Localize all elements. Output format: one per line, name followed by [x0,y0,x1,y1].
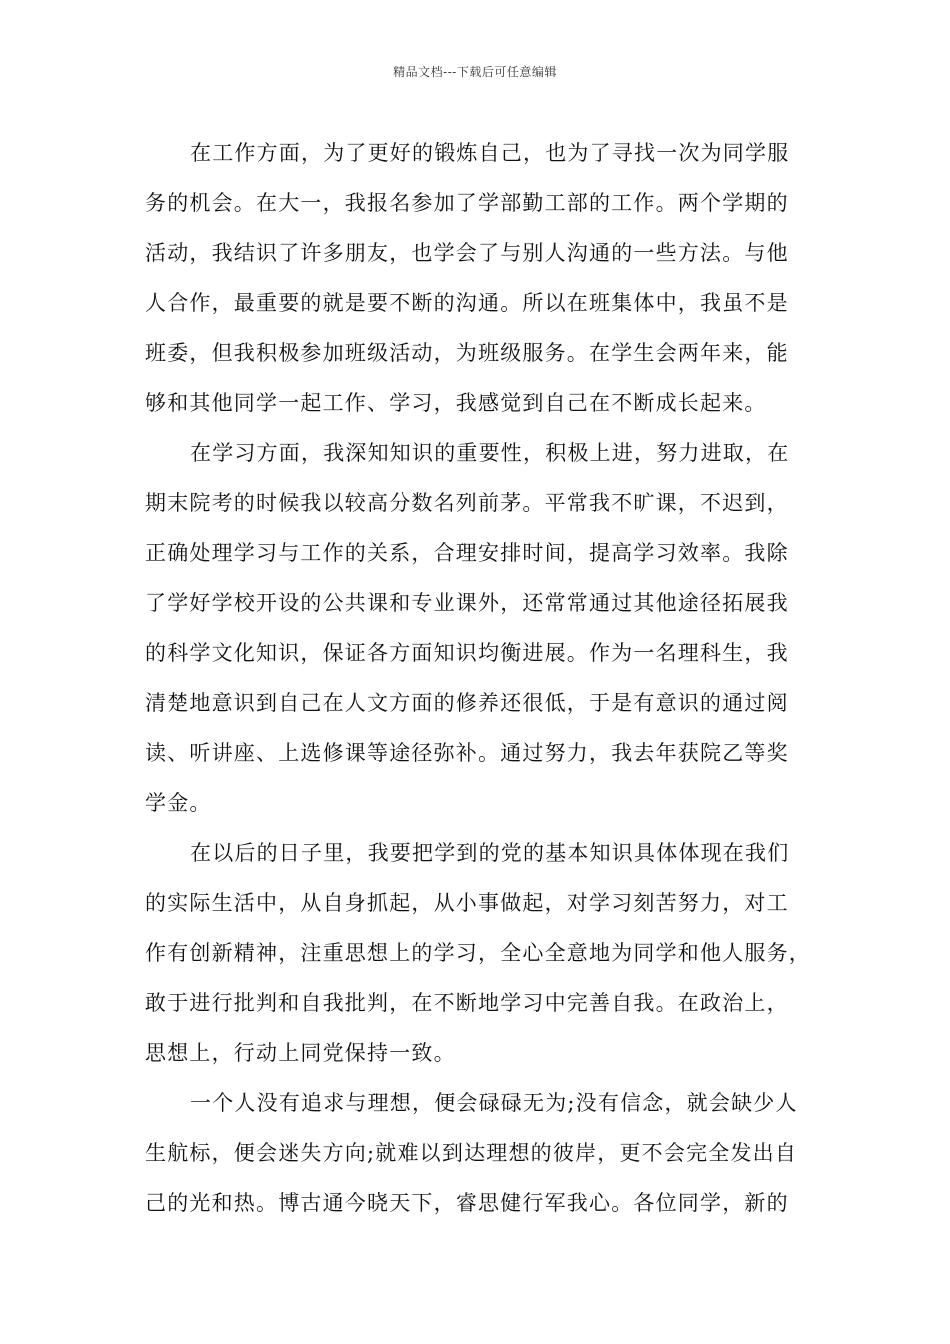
paragraph-line: 的科学文化知识，保证各方面知识均衡进展。作为一名理科生，我 [145,641,789,665]
paragraph-line: 够和其他同学一起工作、学习，我感觉到自己在不断成长起来。 [145,391,767,415]
paragraph-line: 读、听讲座、上选修课等途径弥补。通过努力，我去年获院乙等奖 [145,741,789,765]
paragraph-line: 人合作，最重要的就是要不断的沟通。所以在班集体中，我虽不是 [145,291,789,315]
paragraph-line: 活动，我结识了许多朋友，也学会了与别人沟通的一些方法。与他 [145,241,789,265]
paragraph-line: 己的光和热。博古通今晓天下，睿思健行军我心。各位同学，新的 [145,1191,789,1215]
page-header: 精品文档---下载后可任意编辑 [393,65,557,79]
paragraph-work [145,128,825,428]
document-body [145,128,825,1228]
paragraph-line: 了学好学校开设的公共课和专业课外，还常常通过其他途径拓展我 [145,591,789,615]
paragraph-line: 敢于进行批判和自我批判，在不断地学习中完善自我。在政治上， [145,991,789,1015]
paragraph-line: 学金。 [145,791,212,815]
paragraph-line: 思想上，行动上同党保持一致。 [145,1041,456,1065]
paragraph-study [145,428,825,828]
paragraph-line: 作有创新精神，注重思想上的学习，全心全意地为同学和他人服务， [145,941,811,965]
paragraph-line: 清楚地意识到自己在人文方面的修养还很低，于是有意识的通过阅 [145,691,789,715]
paragraph-ideals [145,1078,825,1228]
paragraph-future [145,828,825,1078]
paragraph-line: 在学习方面，我深知知识的重要性，积极上进，努力进取，在 [190,441,790,465]
paragraph-line: 正确处理学习与工作的关系，合理安排时间，提高学习效率。我除 [145,541,789,565]
paragraph-line: 生航标，便会迷失方向;就难以到达理想的彼岸，更不会完全发出自 [145,1141,798,1165]
paragraph-line: 务的机会。在大一，我报名参加了学部勤工部的工作。两个学期的 [145,191,789,215]
paragraph-line: 在工作方面，为了更好的锻炼自己，也为了寻找一次为同学服 [190,141,790,165]
paragraph-line: 的实际生活中，从自身抓起，从小事做起，对学习刻苦努力，对工 [145,891,789,915]
paragraph-line: 班委，但我积极参加班级活动，为班级服务。在学生会两年来，能 [145,341,789,365]
paragraph-line: 在以后的日子里，我要把学到的党的基本知识具体体现在我们 [190,841,790,865]
paragraph-line: 期末院考的时候我以较高分数名列前茅。平常我不旷课，不迟到， [145,491,789,515]
paragraph-line: 一个人没有追求与理想，便会碌碌无为;没有信念，就会缺少人 [190,1091,798,1115]
